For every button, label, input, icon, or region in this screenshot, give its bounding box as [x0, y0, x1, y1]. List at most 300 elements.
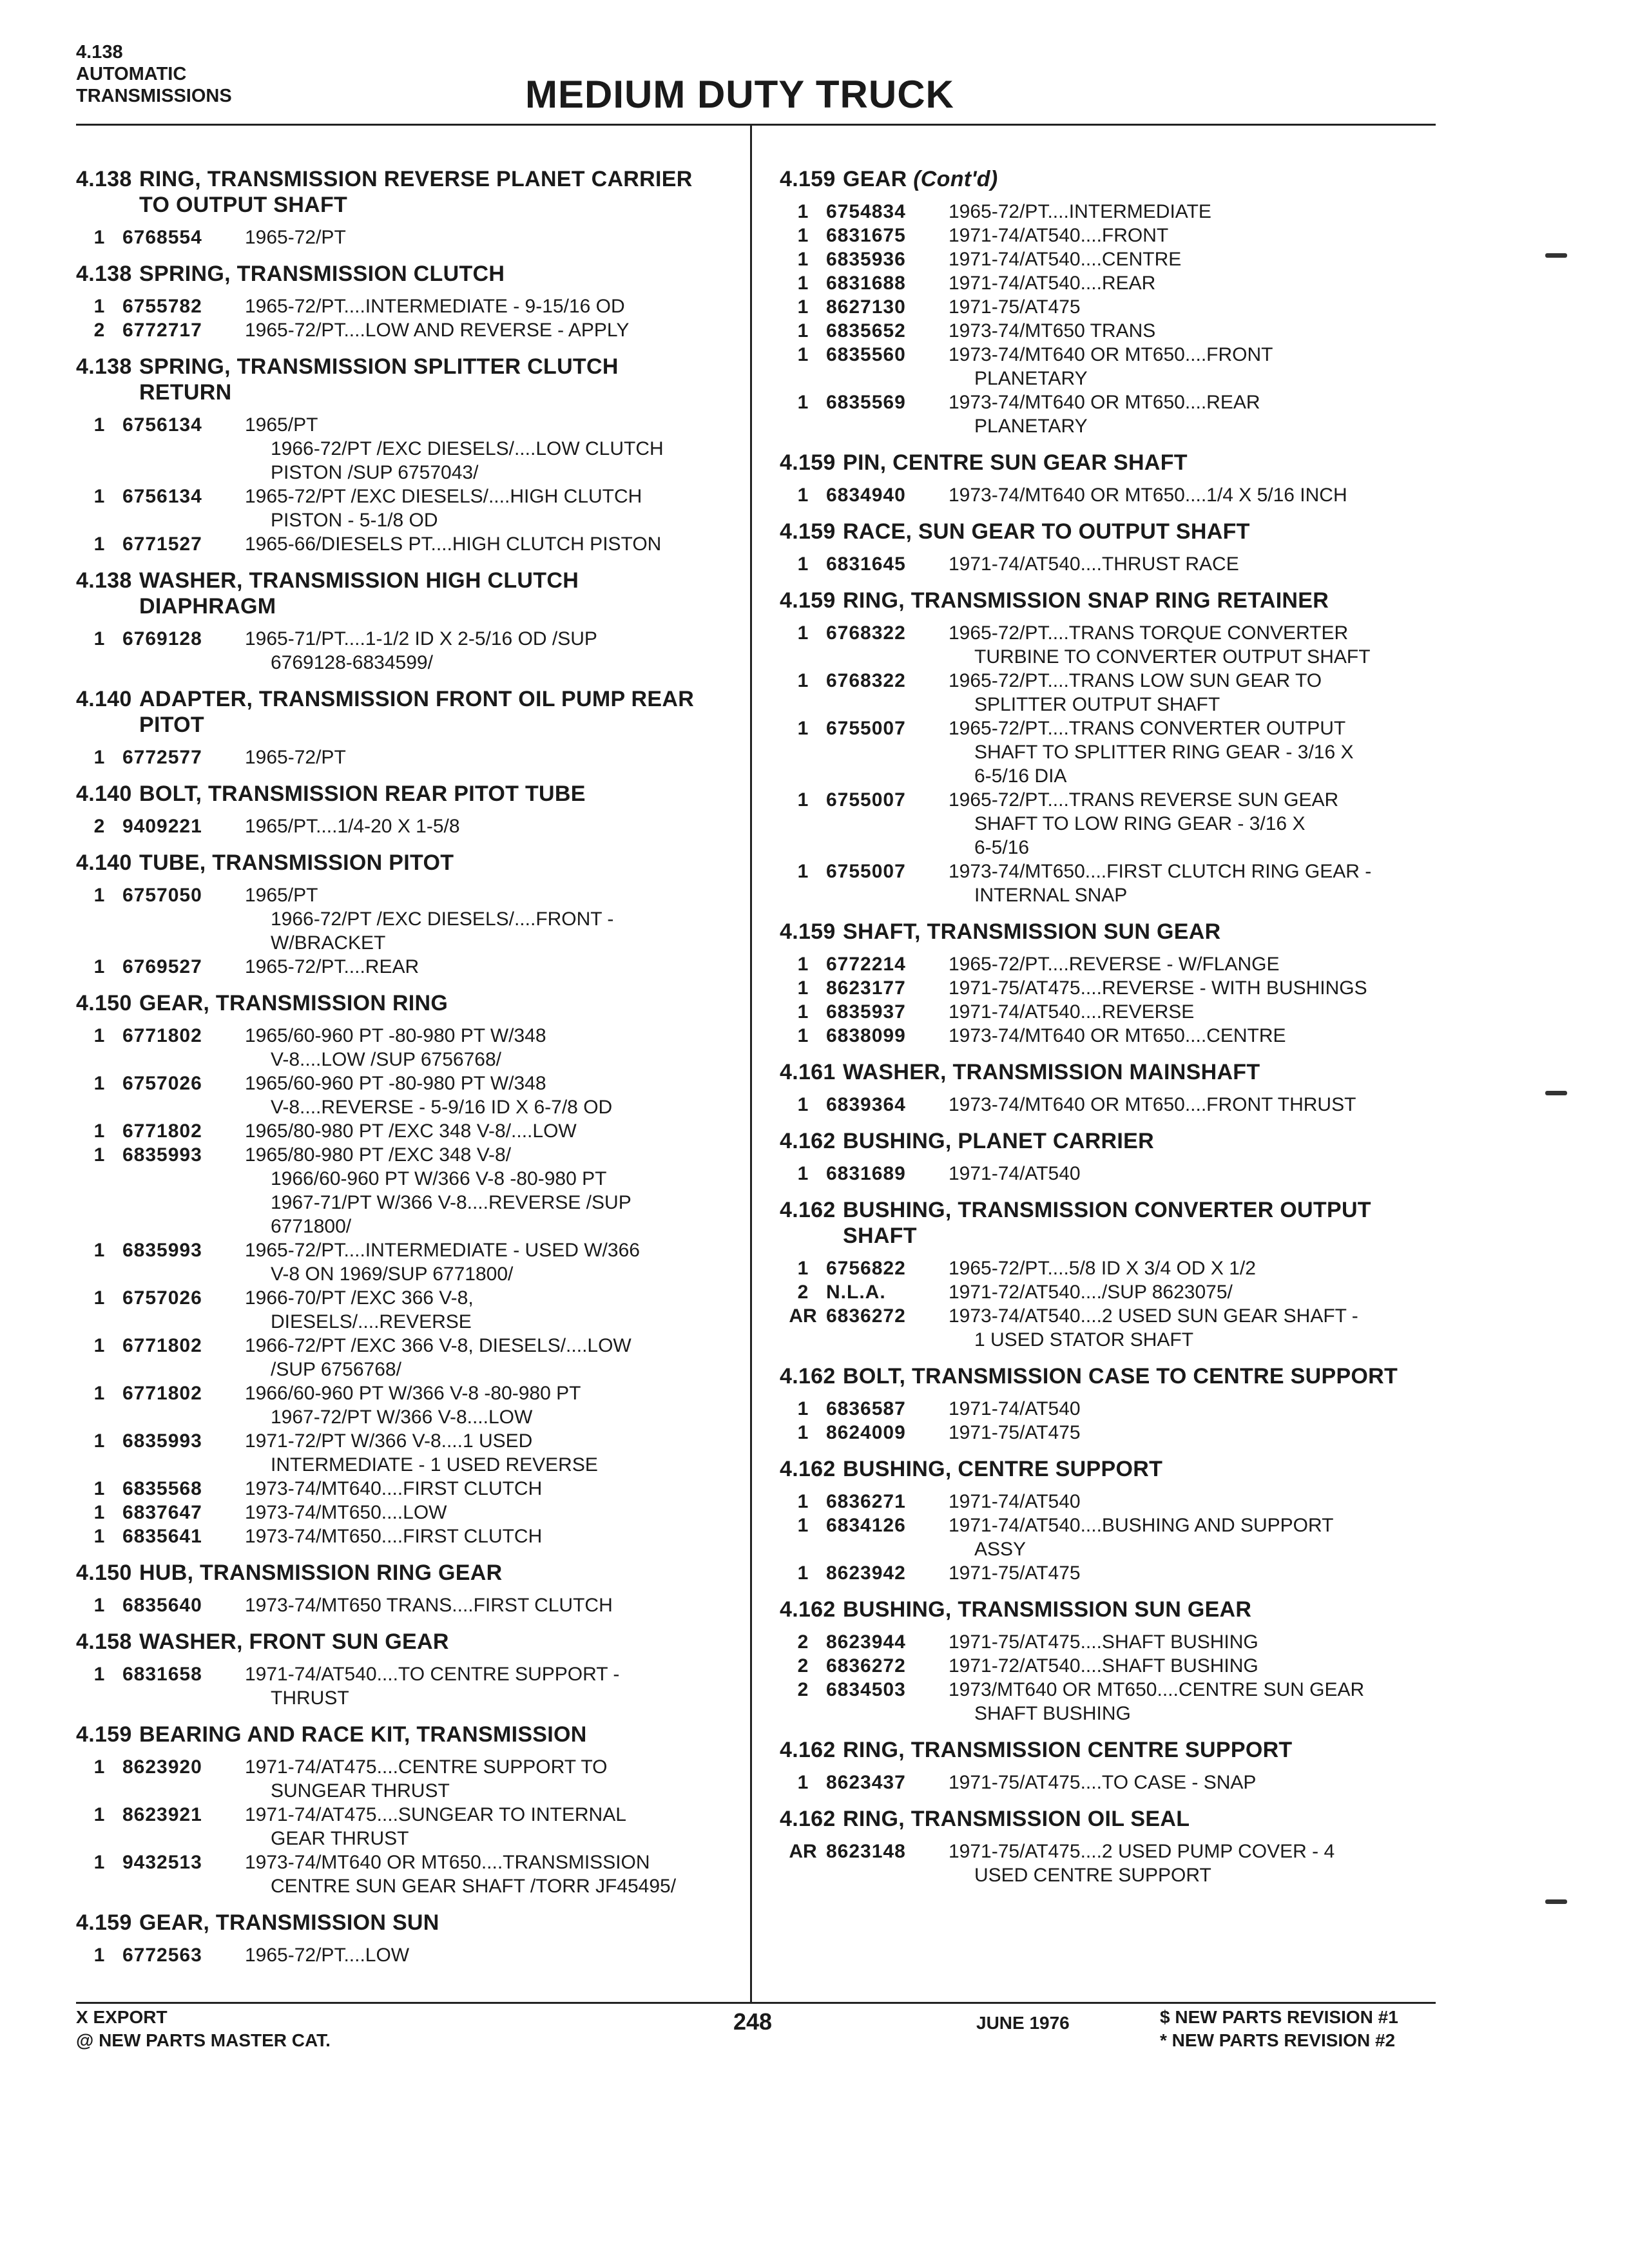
description-line: 1965/PT	[245, 414, 318, 436]
quantity: 1	[797, 954, 809, 975]
section-heading-line	[76, 1629, 740, 1655]
description-line: GEAR THRUST	[271, 1828, 409, 1849]
spacer	[76, 1655, 740, 1662]
footer-legend-left	[76, 2006, 331, 2052]
part-row	[780, 224, 1443, 247]
section-title: RING, TRANSMISSION CENTRE SUPPORT	[843, 1738, 1293, 1762]
description-line: 1971-74/AT540....BUSHING AND SUPPORT	[949, 1515, 1334, 1536]
section-number: 4.162	[780, 1198, 836, 1222]
part-description	[245, 814, 740, 838]
part-number: 6772717	[122, 320, 202, 341]
spacer	[76, 619, 740, 627]
section-number: 4.162	[780, 1457, 836, 1481]
section-number: 4.162	[780, 1738, 836, 1762]
continued-tag: (Cont'd)	[913, 167, 998, 191]
section-title: SPRING, TRANSMISSION CLUTCH	[139, 262, 505, 286]
part-number: 6835641	[122, 1526, 202, 1547]
description-line: 1971-74/AT540....TO CENTRE SUPPORT -	[245, 1664, 620, 1685]
section-heading-line	[780, 1197, 1443, 1223]
spacer	[780, 1794, 1443, 1806]
quantity: 1	[797, 718, 809, 739]
quantity: 1	[797, 861, 809, 882]
description-line: W/BRACKET	[271, 932, 386, 954]
description-line: 1966-72/PT /EXC 366 V-8, DIESELS/....LOW	[245, 1335, 631, 1356]
part-description	[245, 1755, 740, 1803]
part-description	[949, 1304, 1443, 1352]
description-line: 1965/80-980 PT /EXC 348 V-8/	[245, 1144, 512, 1166]
description-line: 1965-72/PT....REAR	[245, 956, 419, 977]
quantity: 1	[93, 227, 105, 248]
quantity: 1	[797, 392, 809, 413]
description-line: 1973-74/MT640 OR MT650....TRANSMISSION	[245, 1852, 650, 1873]
quantity: 1	[93, 1526, 105, 1547]
part-description	[245, 955, 740, 979]
section-heading-line	[780, 1806, 1443, 1832]
part-row	[76, 1662, 740, 1710]
section-heading-line	[780, 1059, 1443, 1085]
quantity: 1	[93, 1383, 105, 1404]
description-line: 6769128-6834599/	[271, 652, 433, 673]
description-line: INTERNAL SNAP	[974, 885, 1128, 906]
revision-1-legend: $ NEW PARTS REVISION #1	[1160, 2007, 1398, 2027]
quantity: 1	[797, 1025, 809, 1046]
description-line: 1971-74/AT540....REAR	[949, 273, 1156, 294]
section-heading	[780, 1059, 1443, 1085]
section-title: BOLT, TRANSMISSION REAR PITOT TUBE	[139, 782, 586, 806]
quantity: 1	[93, 533, 105, 555]
section-heading-line	[780, 588, 1443, 613]
section-number: 4.162	[780, 1807, 836, 1831]
quantity: 1	[93, 885, 105, 906]
part-number: 6831688	[826, 273, 906, 294]
spacer	[780, 1725, 1443, 1737]
quantity: 1	[93, 1240, 105, 1261]
description-line: 1971-74/AT540	[949, 1398, 1081, 1419]
part-description	[949, 976, 1443, 1000]
part-row	[780, 271, 1443, 295]
quantity: 1	[93, 1595, 105, 1616]
section-title: BEARING AND RACE KIT, TRANSMISSION	[139, 1722, 587, 1747]
quantity: 1	[93, 1025, 105, 1046]
description-line: 1 USED STATOR SHAFT	[974, 1329, 1194, 1350]
part-row	[76, 814, 740, 838]
footer-divider	[76, 2002, 1436, 2004]
part-description	[949, 1093, 1443, 1117]
quantity: 2	[797, 1655, 809, 1677]
description-line: SHAFT TO SPLITTER RING GEAR - 3/16 X	[974, 742, 1354, 763]
description-line: 1965/PT	[245, 885, 318, 906]
spacer	[76, 807, 740, 814]
spacer	[780, 1186, 1443, 1197]
description-line: 1973-74/MT640 OR MT650....FRONT THRUST	[949, 1094, 1356, 1115]
part-description	[949, 1514, 1443, 1561]
description-line: 1971-75/AT475....2 USED PUMP COVER - 4	[949, 1841, 1335, 1862]
quantity: 1	[93, 628, 105, 649]
part-description	[949, 1654, 1443, 1678]
part-description	[949, 319, 1443, 343]
section-heading-line	[76, 850, 740, 876]
spacer	[76, 1016, 740, 1024]
part-number: 6836272	[826, 1305, 906, 1327]
part-row	[780, 200, 1443, 224]
section-heading-line	[76, 1910, 740, 1936]
description-line: 1973-74/AT540....2 USED SUN GEAR SHAFT -	[949, 1305, 1358, 1327]
spacer	[780, 1249, 1443, 1256]
description-line: 1973/MT640 OR MT650....CENTRE SUN GEAR	[949, 1679, 1365, 1700]
part-description	[949, 247, 1443, 271]
part-row	[76, 1381, 740, 1429]
part-number: 6835993	[122, 1144, 202, 1166]
part-row	[76, 955, 740, 979]
spacer	[76, 556, 740, 568]
section-heading	[76, 850, 740, 876]
part-number: 6757050	[122, 885, 202, 906]
section-title: ADAPTER, TRANSMISSION FRONT OIL PUMP REAR	[139, 687, 695, 711]
spacer	[76, 1586, 740, 1593]
part-row	[76, 1072, 740, 1119]
quantity: 1	[797, 1001, 809, 1023]
part-description	[949, 1840, 1443, 1887]
description-line: 1971-75/AT475....SHAFT BUSHING	[949, 1631, 1258, 1653]
part-row	[780, 1000, 1443, 1024]
description-line: ASSY	[974, 1539, 1027, 1560]
description-line: 1971-74/AT540	[949, 1491, 1081, 1512]
part-description	[245, 1143, 740, 1238]
quantity: 1	[797, 670, 809, 691]
description-line: PLANETARY	[974, 416, 1088, 437]
spacer	[780, 192, 1443, 200]
part-description	[245, 1381, 740, 1429]
quantity: 1	[93, 747, 105, 768]
section-heading	[780, 166, 1443, 192]
part-row	[76, 532, 740, 556]
description-line: V-8....REVERSE - 5-9/16 ID X 6-7/8 OD	[271, 1097, 613, 1118]
part-number: 6831689	[826, 1163, 906, 1184]
part-row	[780, 952, 1443, 976]
section-heading-line	[780, 166, 1443, 192]
part-row	[780, 1514, 1443, 1561]
section-title: PIN, CENTRE SUN GEAR SHAFT	[843, 450, 1188, 475]
part-row	[76, 883, 740, 955]
description-line: 1966-72/PT /EXC DIESELS/....FRONT -	[271, 908, 614, 930]
section-heading	[780, 919, 1443, 945]
description-line: 1965-72/PT....INTERMEDIATE - 9-15/16 OD	[245, 296, 625, 317]
spacer	[780, 1154, 1443, 1162]
part-description	[949, 1280, 1443, 1304]
spacer	[780, 1117, 1443, 1128]
part-row	[76, 1286, 740, 1334]
description-line: 1973-74/MT650 TRANS	[949, 320, 1156, 341]
header-category: AUTOMATIC	[76, 64, 187, 84]
section-heading	[76, 686, 740, 738]
description-line: 1973-74/MT640 OR MT650....CENTRE	[949, 1025, 1286, 1046]
section-title-continuation: PITOT	[139, 713, 204, 737]
part-number: 6755007	[826, 861, 906, 882]
right-column	[780, 166, 1443, 1899]
part-number: 6754834	[826, 201, 906, 222]
section-heading-line	[76, 166, 740, 192]
quantity: 1	[797, 201, 809, 222]
section-title-continuation: SHAFT	[843, 1224, 917, 1248]
quantity: 1	[93, 296, 105, 317]
quantity: 2	[93, 816, 105, 837]
part-row	[780, 319, 1443, 343]
part-row	[780, 343, 1443, 390]
part-row	[780, 716, 1443, 788]
part-number: 6769527	[122, 956, 202, 977]
part-row	[780, 976, 1443, 1000]
section-title-continuation: DIAPHRAGM	[139, 594, 276, 619]
part-row	[76, 1501, 740, 1524]
footer-legend-right	[1160, 2006, 1398, 2052]
quantity: 1	[93, 1804, 105, 1825]
description-line: 6-5/16	[974, 837, 1030, 858]
part-number: 8623177	[826, 977, 906, 999]
part-description	[949, 621, 1443, 669]
description-line: 1965-72/PT	[245, 227, 346, 248]
part-description	[245, 294, 740, 318]
section-heading-line	[76, 781, 740, 807]
part-row	[76, 226, 740, 249]
part-description	[245, 1803, 740, 1850]
part-row	[76, 1477, 740, 1501]
section-heading	[780, 1197, 1443, 1249]
section-number: 4.158	[76, 1629, 132, 1654]
part-row	[76, 1593, 740, 1617]
spacer	[76, 1898, 740, 1910]
description-line: 1973-74/MT650....FIRST CLUTCH RING GEAR -	[949, 861, 1372, 882]
part-description	[949, 200, 1443, 224]
part-number: 8623942	[826, 1562, 906, 1584]
part-row	[76, 1119, 740, 1143]
description-line: PISTON /SUP 6757043/	[271, 462, 479, 483]
spacer	[76, 218, 740, 226]
quantity: 2	[93, 320, 105, 341]
part-number: 8623921	[122, 1804, 202, 1825]
section-heading-line	[76, 686, 740, 712]
section-title-continuation: RETURN	[139, 380, 232, 405]
description-line: SUNGEAR THRUST	[271, 1780, 450, 1802]
description-line: 1973-74/MT640....FIRST CLUTCH	[245, 1478, 543, 1499]
part-number: 8623944	[826, 1631, 906, 1653]
spacer	[780, 1585, 1443, 1597]
part-description	[949, 1490, 1443, 1514]
header-subcategory: TRANSMISSIONS	[76, 86, 232, 106]
part-row	[76, 294, 740, 318]
description-line: 1971-72/PT W/366 V-8....1 USED	[245, 1430, 533, 1452]
section-title: BUSHING, PLANET CARRIER	[843, 1129, 1154, 1153]
part-description	[245, 627, 740, 675]
section-number: 4.150	[76, 991, 132, 1015]
description-line: 1971-74/AT540....FRONT	[949, 225, 1169, 246]
description-line: CENTRE SUN GEAR SHAFT /TORR JF45495/	[271, 1876, 677, 1897]
section-heading-line	[76, 568, 740, 593]
spacer	[780, 576, 1443, 588]
part-number: 6835568	[122, 1478, 202, 1499]
spacer	[76, 287, 740, 294]
part-number: 8624009	[826, 1422, 906, 1443]
section-heading	[780, 1363, 1443, 1389]
part-row	[780, 621, 1443, 669]
spacer	[76, 769, 740, 781]
description-line: 1971-75/AT475	[949, 1422, 1081, 1443]
part-row	[780, 390, 1443, 438]
part-description	[949, 271, 1443, 295]
section-heading	[780, 1456, 1443, 1482]
spacer	[780, 438, 1443, 450]
part-number: 6835560	[826, 344, 906, 365]
part-number: 6835993	[122, 1430, 202, 1452]
description-line: 1973-74/MT640 OR MT650....FRONT	[949, 344, 1273, 365]
description-line: 1967-72/PT W/366 V-8....LOW	[271, 1407, 533, 1428]
quantity: 1	[797, 485, 809, 506]
part-number: 6756134	[122, 414, 202, 436]
part-description	[245, 1119, 740, 1143]
part-number: 8623920	[122, 1756, 202, 1778]
part-row	[780, 1840, 1443, 1887]
part-row	[780, 1304, 1443, 1352]
quantity: 1	[93, 1502, 105, 1523]
section-title: TUBE, TRANSMISSION PITOT	[139, 850, 454, 875]
part-description	[949, 224, 1443, 247]
quantity: 1	[93, 1478, 105, 1499]
page-number: 248	[733, 2008, 773, 2035]
description-line: 1965-72/PT....INTERMEDIATE	[949, 201, 1211, 222]
quantity: 1	[93, 1335, 105, 1356]
spacer	[780, 1622, 1443, 1630]
part-number: 6757026	[122, 1073, 202, 1094]
part-row	[76, 485, 740, 532]
section-number: 4.159	[76, 1910, 132, 1935]
section-title-continuation: TO OUTPUT SHAFT	[139, 193, 348, 217]
part-description	[245, 1286, 740, 1334]
description-line: 1966-70/PT /EXC 366 V-8,	[245, 1287, 474, 1309]
section-heading-line	[780, 1737, 1443, 1763]
part-number: 6772577	[122, 747, 202, 768]
export-legend: X EXPORT	[76, 2007, 168, 2027]
part-number: 6771802	[122, 1025, 202, 1046]
part-number: 6835640	[122, 1595, 202, 1616]
description-line: 1971-74/AT540....THRUST RACE	[949, 553, 1239, 575]
description-line: 1965/80-980 PT /EXC 348 V-8/....LOW	[245, 1120, 577, 1142]
description-line: 1966-72/PT /EXC DIESELS/....LOW CLUTCH	[271, 438, 664, 459]
part-row	[780, 860, 1443, 907]
part-description	[245, 745, 740, 769]
part-row	[780, 1162, 1443, 1186]
spacer	[780, 1352, 1443, 1363]
description-line: 1973-74/MT640 OR MT650....REAR	[949, 392, 1260, 413]
section-heading-line	[76, 1560, 740, 1586]
spacer	[76, 1548, 740, 1560]
quantity: 2	[797, 1679, 809, 1700]
description-line: 1965-72/PT....LOW AND REVERSE - APPLY	[245, 320, 630, 341]
spacer	[76, 876, 740, 883]
part-row	[780, 788, 1443, 860]
description-line: 1971-75/AT475....TO CASE - SNAP	[949, 1772, 1257, 1793]
section-heading	[780, 519, 1443, 544]
description-line: 6-5/16 DIA	[974, 765, 1067, 787]
description-line: 1971-74/AT540....REVERSE	[949, 1001, 1195, 1023]
part-number: 6771802	[122, 1120, 202, 1142]
description-line: 1965-66/DIESELS PT....HIGH CLUTCH PISTON	[245, 533, 662, 555]
section-heading	[76, 166, 740, 218]
quantity: 2	[797, 1631, 809, 1653]
section-title: GEAR, TRANSMISSION RING	[139, 991, 448, 1015]
spacer	[780, 507, 1443, 519]
section-title: RING, TRANSMISSION SNAP RING RETAINER	[843, 588, 1329, 613]
part-number: 8627130	[826, 296, 906, 318]
spacer	[780, 613, 1443, 621]
description-line: 1971-75/AT475	[949, 1562, 1081, 1584]
part-number: 6755007	[826, 789, 906, 811]
section-number: 4.162	[780, 1597, 836, 1622]
margin-mark	[1545, 253, 1567, 258]
description-line: 1973-74/MT650....LOW	[245, 1502, 447, 1523]
part-number: 6837647	[122, 1502, 202, 1523]
part-row	[780, 1397, 1443, 1421]
description-line: V-8....LOW /SUP 6756768/	[271, 1049, 501, 1070]
part-description	[245, 485, 740, 532]
part-number: 9409221	[122, 816, 202, 837]
part-number: 6772214	[826, 954, 906, 975]
part-description	[245, 883, 740, 955]
header-divider	[76, 124, 1436, 126]
section-heading	[76, 1560, 740, 1586]
description-line: TURBINE TO CONVERTER OUTPUT SHAFT	[974, 646, 1371, 668]
part-row	[780, 1280, 1443, 1304]
part-row	[76, 413, 740, 485]
part-description	[949, 1162, 1443, 1186]
description-line: 1971-74/AT475....SUNGEAR TO INTERNAL	[245, 1804, 626, 1825]
description-line: V-8 ON 1969/SUP 6771800/	[271, 1264, 514, 1285]
part-row	[780, 247, 1443, 271]
quantity: 1	[93, 1756, 105, 1778]
part-description	[949, 716, 1443, 788]
quantity: 1	[797, 553, 809, 575]
part-number: 6772563	[122, 1945, 202, 1966]
part-row	[76, 1143, 740, 1238]
part-description	[949, 1000, 1443, 1024]
quantity: 1	[93, 1945, 105, 1966]
quantity: 1	[797, 1422, 809, 1443]
part-row	[780, 1256, 1443, 1280]
part-number: 6839364	[826, 1094, 906, 1115]
quantity: 1	[797, 296, 809, 318]
section-title: BUSHING, TRANSMISSION CONVERTER OUTPUT	[843, 1198, 1371, 1222]
part-description	[949, 1024, 1443, 1048]
part-description	[949, 669, 1443, 716]
part-number: 6834940	[826, 485, 906, 506]
section-heading	[780, 1597, 1443, 1622]
quantity: 1	[797, 622, 809, 644]
section-number: 4.138	[76, 354, 132, 379]
section-number: 4.138	[76, 167, 132, 191]
part-description	[949, 1256, 1443, 1280]
description-line: DIESELS/....REVERSE	[271, 1311, 472, 1332]
spacer	[76, 738, 740, 745]
description-line: 1973-74/MT640 OR MT650....1/4 X 5/16 INCH	[949, 485, 1347, 506]
description-line: 1967-71/PT W/366 V-8....REVERSE /SUP	[271, 1192, 631, 1213]
part-description	[949, 952, 1443, 976]
publication-date: JUNE 1976	[976, 2013, 1070, 2033]
spacer	[76, 405, 740, 413]
quantity: 1	[93, 414, 105, 436]
quantity: 2	[797, 1282, 809, 1303]
section-title: BUSHING, TRANSMISSION SUN GEAR	[843, 1597, 1252, 1622]
part-row	[76, 1524, 740, 1548]
section-title: GEAR, TRANSMISSION SUN	[139, 1910, 439, 1935]
section-number: 4.159	[780, 167, 836, 191]
